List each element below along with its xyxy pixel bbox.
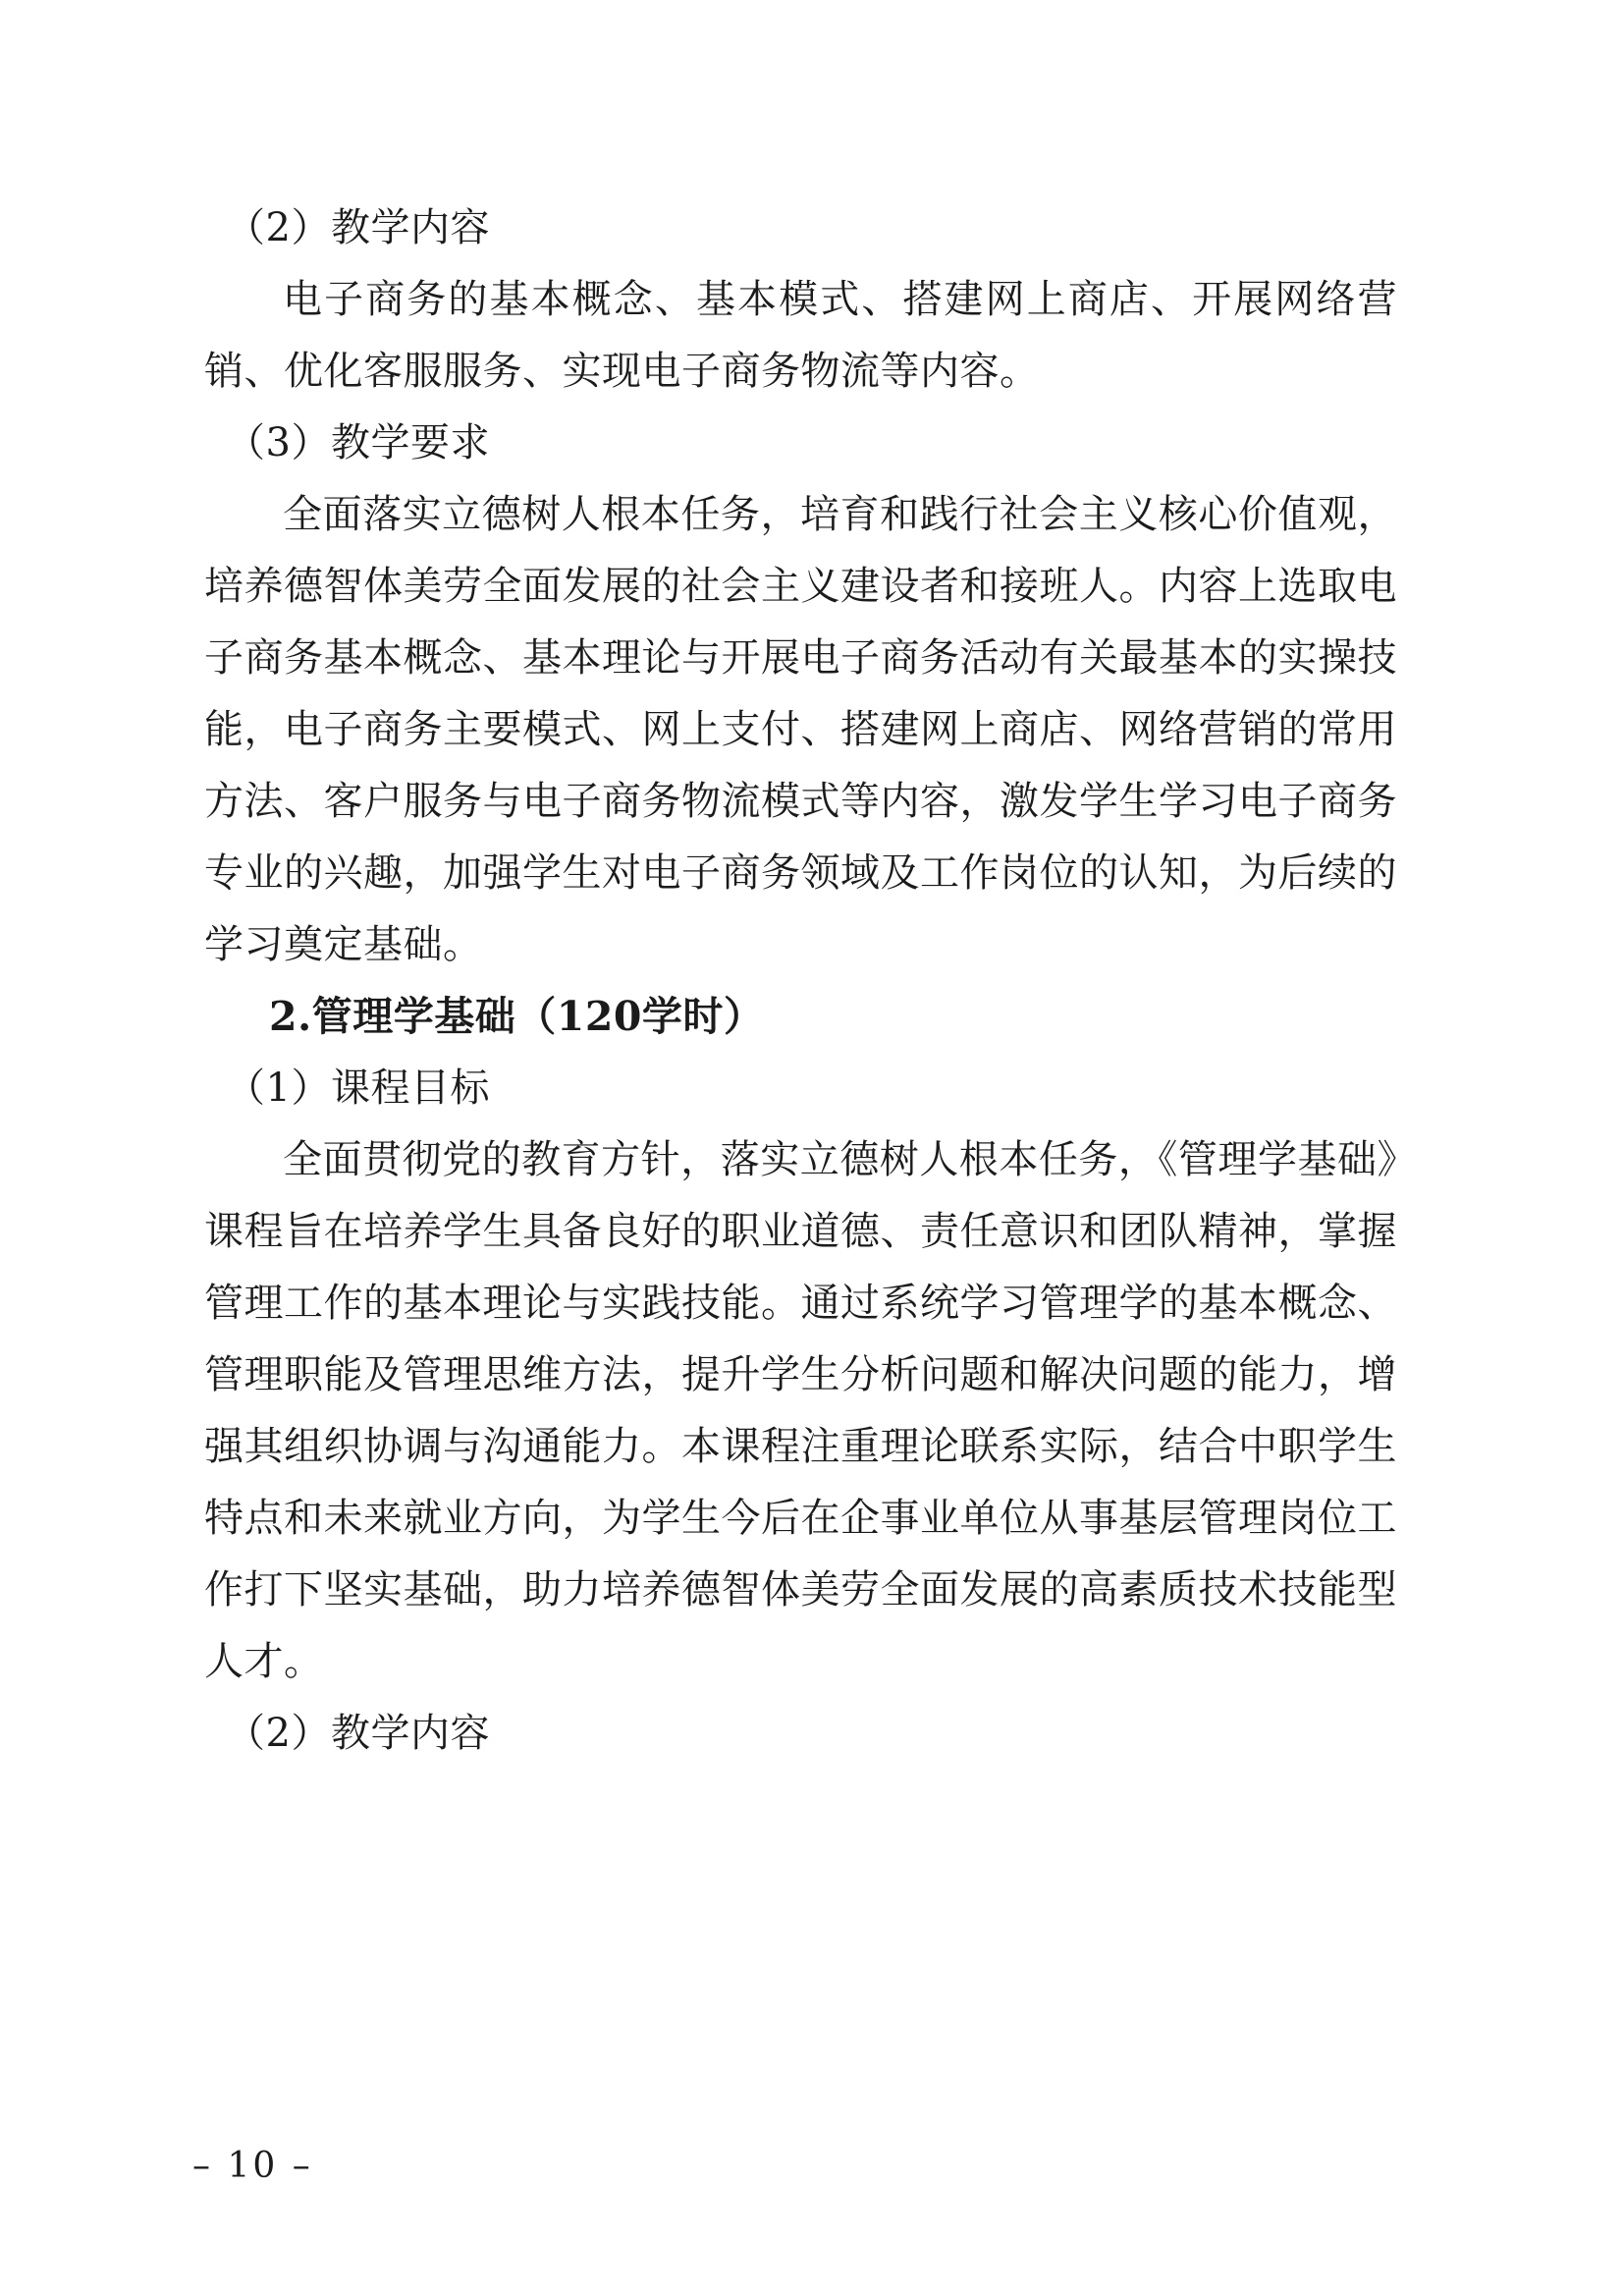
page-number: – 10 – <box>192 2146 313 2186</box>
course-heading-management-basics: 2.管理学基础（120学时） <box>269 993 765 1040</box>
section-heading-teaching-requirements: （3）教学要求 <box>226 420 490 465</box>
paragraph-teaching-content-1: 电子商务的基本概念、基本模式、搭建网上商店、开展网络营销、优化客服服务、实现电子商务物流等内容。 <box>204 277 1397 394</box>
page-body <box>204 192 1397 1770</box>
section-heading-course-objectives: （1）课程目标 <box>226 1066 490 1111</box>
paragraph-course-objectives: 全面贯彻党的教育方针，落实立德树人根本任务，《管理学基础》课程旨在培养学生具备良好的职业道德、责任意识和团队精神，掌握管理工作的基本理论与实践技能。通过系统学习管理学的基本概念、管理职能及管理思维方法，提升学生分析问题和解决问题的能力，增强其组织协调与沟通能力。本课程注重理论联系实际，结合中职学生特点和未来就业方向，为学生今后在企事业单位从事基层管理岗位工作打下坚实基础，助力培养德智体美劳全面发展的高素质技术技能型人才。 <box>204 1137 1397 1684</box>
paragraph-teaching-requirements: 全面落实立德树人根本任务，培育和践行社会主义核心价值观，培养德智体美劳全面发展的社会主义建设者和接班人。内容上选取电子商务基本概念、基本理论与开展电子商务活动有关最基本的实操技能，电子商务主要模式、网上支付、搭建网上商店、网络营销的常用方法、客户服务与电子商务物流模式等内容，激发学生学习电子商务专业的兴趣，加强学生对电子商务领域及工作岗位的认知，为后续的学习奠定基础。 <box>204 492 1397 967</box>
section-heading-teaching-content-2: （2）教学内容 <box>226 1711 490 1756</box>
section-heading-teaching-content-1: （2）教学内容 <box>226 205 490 250</box>
